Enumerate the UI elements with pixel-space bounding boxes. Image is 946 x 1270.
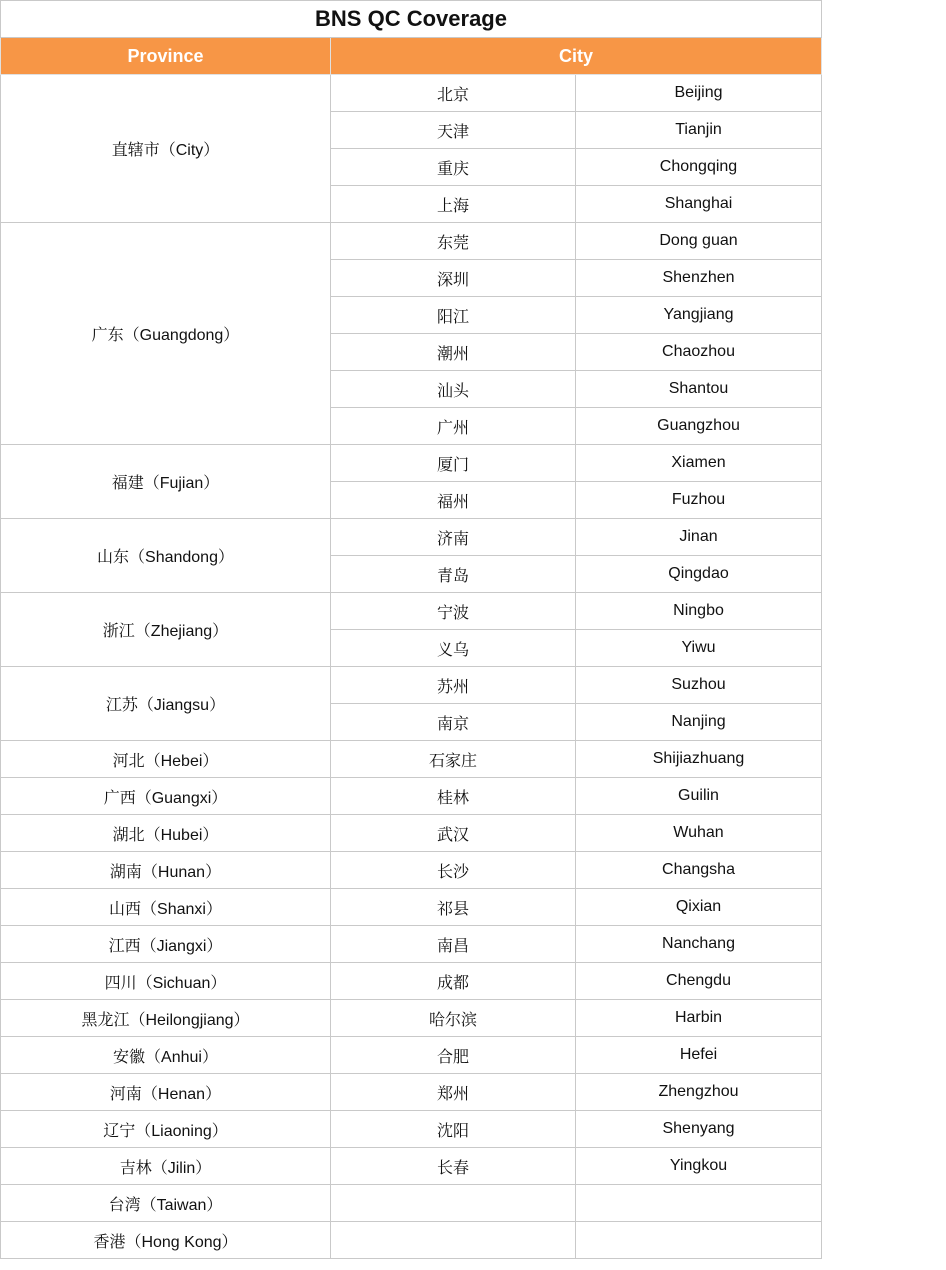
table-row xyxy=(1,852,822,889)
city-english-cell: Qingdao xyxy=(576,556,822,593)
city-chinese-cell: 长春 xyxy=(331,1148,576,1185)
city-chinese-cell: 天津 xyxy=(331,112,576,149)
city-chinese-cell: 阳江 xyxy=(331,297,576,334)
city-english-cell: Zhengzhou xyxy=(576,1074,822,1111)
province-cell: 浙江（Zhejiang） xyxy=(1,593,331,667)
table-row xyxy=(1,741,822,778)
city-chinese-cell xyxy=(331,1185,576,1222)
province-cell: 黑龙江（Heilongjiang） xyxy=(1,1000,331,1037)
table-row xyxy=(1,1000,822,1037)
city-english-cell: Nanchang xyxy=(576,926,822,963)
city-chinese-cell: 北京 xyxy=(331,75,576,112)
city-chinese-cell: 桂林 xyxy=(331,778,576,815)
province-cell: 福建（Fujian） xyxy=(1,445,331,519)
province-cell: 山西（Shanxi） xyxy=(1,889,331,926)
city-chinese-cell: 上海 xyxy=(331,186,576,223)
province-cell: 江苏（Jiangsu） xyxy=(1,667,331,741)
city-chinese-cell: 成都 xyxy=(331,963,576,1000)
province-cell: 湖北（Hubei） xyxy=(1,815,331,852)
city-chinese-cell: 潮州 xyxy=(331,334,576,371)
table-row xyxy=(1,963,822,1000)
city-english-cell: Hefei xyxy=(576,1037,822,1074)
table-row xyxy=(1,223,822,260)
city-english-cell: Harbin xyxy=(576,1000,822,1037)
city-english-cell xyxy=(576,1222,822,1259)
city-chinese-cell: 济南 xyxy=(331,519,576,556)
city-chinese-cell: 哈尔滨 xyxy=(331,1000,576,1037)
city-english-cell: Nanjing xyxy=(576,704,822,741)
city-chinese-cell: 青岛 xyxy=(331,556,576,593)
city-english-cell: Shenzhen xyxy=(576,260,822,297)
city-english-cell: Jinan xyxy=(576,519,822,556)
city-chinese-cell: 沈阳 xyxy=(331,1111,576,1148)
city-chinese-cell: 东莞 xyxy=(331,223,576,260)
table-row xyxy=(1,75,822,112)
table-row xyxy=(1,1037,822,1074)
city-chinese-cell xyxy=(331,1222,576,1259)
city-chinese-cell: 深圳 xyxy=(331,260,576,297)
table-row xyxy=(1,1222,822,1259)
province-cell: 吉林（Jilin） xyxy=(1,1148,331,1185)
city-chinese-cell: 苏州 xyxy=(331,667,576,704)
city-chinese-cell: 石家庄 xyxy=(331,741,576,778)
city-english-cell: Shanghai xyxy=(576,186,822,223)
city-english-cell: Fuzhou xyxy=(576,482,822,519)
table-row xyxy=(1,815,822,852)
table-row xyxy=(1,1111,822,1148)
city-english-cell: Wuhan xyxy=(576,815,822,852)
city-chinese-cell: 福州 xyxy=(331,482,576,519)
table-row xyxy=(1,519,822,556)
province-cell: 广西（Guangxi） xyxy=(1,778,331,815)
province-cell: 安徽（Anhui） xyxy=(1,1037,331,1074)
city-english-cell: Xiamen xyxy=(576,445,822,482)
table-row xyxy=(1,889,822,926)
city-chinese-cell: 郑州 xyxy=(331,1074,576,1111)
province-cell: 河南（Henan） xyxy=(1,1074,331,1111)
province-cell: 湖南（Hunan） xyxy=(1,852,331,889)
city-chinese-cell: 南京 xyxy=(331,704,576,741)
city-english-cell: Shijiazhuang xyxy=(576,741,822,778)
province-cell: 直辖市（City） xyxy=(1,75,331,223)
city-chinese-cell: 广州 xyxy=(331,408,576,445)
province-cell: 河北（Hebei） xyxy=(1,741,331,778)
city-english-cell xyxy=(576,1185,822,1222)
city-chinese-cell: 义乌 xyxy=(331,630,576,667)
province-cell: 台湾（Taiwan） xyxy=(1,1185,331,1222)
city-chinese-cell: 重庆 xyxy=(331,149,576,186)
city-chinese-cell: 长沙 xyxy=(331,852,576,889)
city-english-cell: Guangzhou xyxy=(576,408,822,445)
table-row xyxy=(1,445,822,482)
city-header: City xyxy=(331,38,822,75)
city-english-cell: Shenyang xyxy=(576,1111,822,1148)
city-chinese-cell: 汕头 xyxy=(331,371,576,408)
province-cell: 香港（Hong Kong） xyxy=(1,1222,331,1259)
table-row xyxy=(1,926,822,963)
table-body xyxy=(1,75,822,1259)
city-chinese-cell: 祁县 xyxy=(331,889,576,926)
city-english-cell: Beijing xyxy=(576,75,822,112)
city-english-cell: Chaozhou xyxy=(576,334,822,371)
table-row xyxy=(1,593,822,630)
province-cell: 广东（Guangdong） xyxy=(1,223,331,445)
table-row xyxy=(1,778,822,815)
city-english-cell: Ningbo xyxy=(576,593,822,630)
province-cell: 山东（Shandong） xyxy=(1,519,331,593)
province-cell: 四川（Sichuan） xyxy=(1,963,331,1000)
table-row xyxy=(1,1185,822,1222)
table-row xyxy=(1,667,822,704)
city-english-cell: Tianjin xyxy=(576,112,822,149)
city-chinese-cell: 厦门 xyxy=(331,445,576,482)
city-english-cell: Dong guan xyxy=(576,223,822,260)
city-english-cell: Qixian xyxy=(576,889,822,926)
city-english-cell: Guilin xyxy=(576,778,822,815)
city-english-cell: Chengdu xyxy=(576,963,822,1000)
province-cell: 江西（Jiangxi） xyxy=(1,926,331,963)
province-cell: 辽宁（Liaoning） xyxy=(1,1111,331,1148)
city-english-cell: Yingkou xyxy=(576,1148,822,1185)
city-chinese-cell: 宁波 xyxy=(331,593,576,630)
city-english-cell: Yangjiang xyxy=(576,297,822,334)
city-chinese-cell: 武汉 xyxy=(331,815,576,852)
city-chinese-cell: 合肥 xyxy=(331,1037,576,1074)
city-english-cell: Chongqing xyxy=(576,149,822,186)
header-row xyxy=(1,38,822,75)
city-english-cell: Yiwu xyxy=(576,630,822,667)
city-chinese-cell: 南昌 xyxy=(331,926,576,963)
city-english-cell: Suzhou xyxy=(576,667,822,704)
province-header: Province xyxy=(1,38,331,75)
table-row xyxy=(1,1148,822,1185)
city-english-cell: Changsha xyxy=(576,852,822,889)
table-row xyxy=(1,1074,822,1111)
city-english-cell: Shantou xyxy=(576,371,822,408)
table-title: BNS QC Coverage xyxy=(1,1,822,38)
